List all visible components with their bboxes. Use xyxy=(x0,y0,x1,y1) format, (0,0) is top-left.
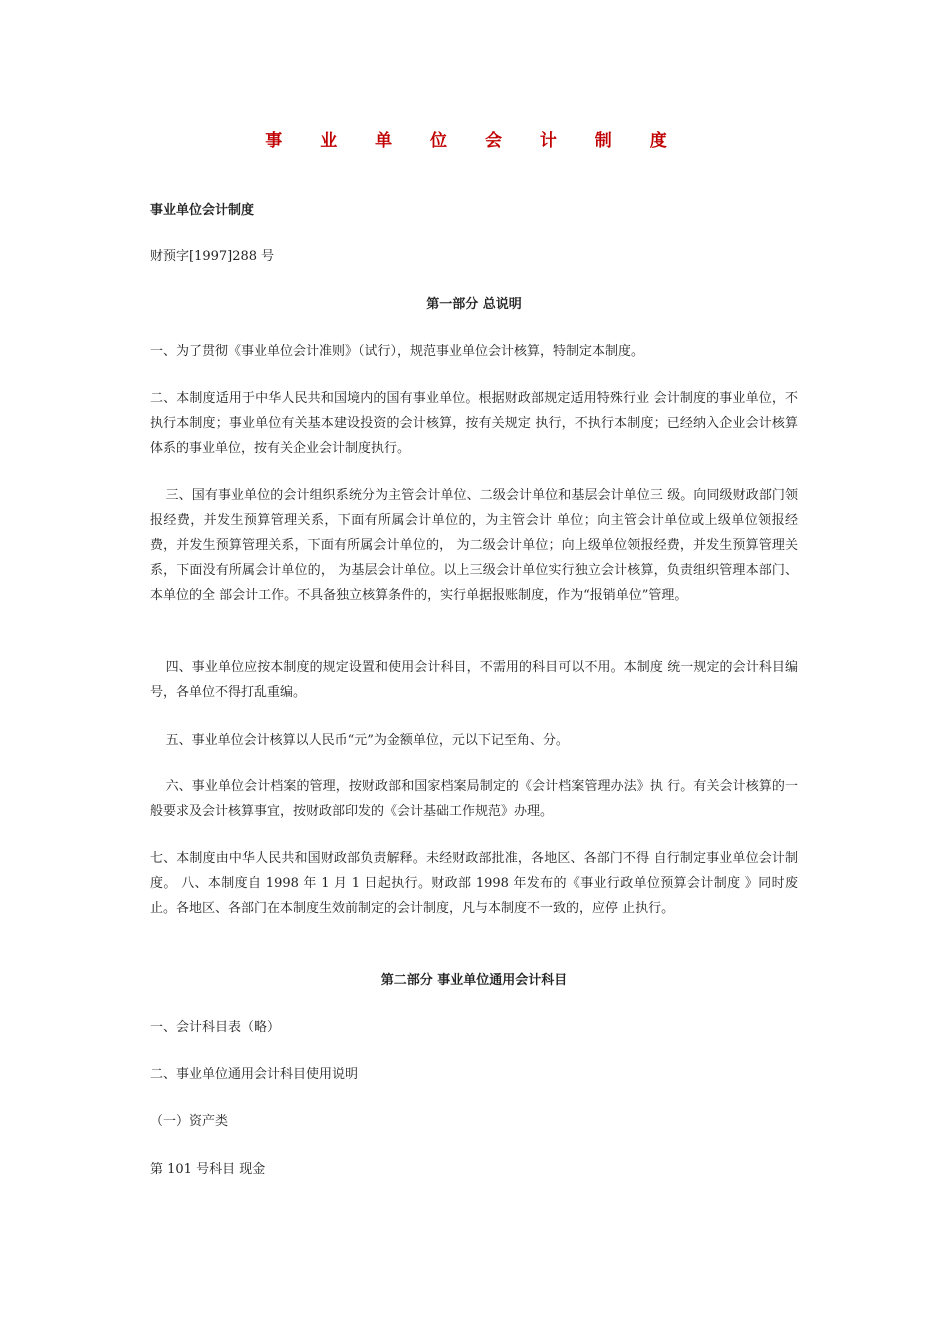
paragraph-1: 一、为了贯彻《事业单位会计准则》（试行），规范事业单位会计核算，特制定本制度。 xyxy=(150,344,645,359)
part2-item-3: （一）资产类 xyxy=(150,1114,229,1129)
document-title: 事 业 单 位 会 计 制 度 xyxy=(265,131,683,151)
part1-heading: 第一部分 总说明 xyxy=(426,297,522,312)
part2-heading: 第二部分 事业单位通用会计科目 xyxy=(380,973,568,988)
paragraph-3: 三、国有事业单位的会计组织系统分为主管会计单位、二级会计单位和基层会计单位三 级。向同级财政部门领报经费，并发生预算管理关系，下面有所属会计单位的，为主管会计 单位；向主管会计单位或上级单位领报经费，并发生预算管理关系，下面有所属会计单位的， 为二级会计单位；向上级单位领报经费，并发生预算管理关系，下面没有所属会计单位的， 为基层会计单位。以上三级会计单位实行独立会计核算，负责组织管理本部门、本单位的全 部会计工作。不具备独立核算条件的，实行单据报账制度，作为“报销单位”管理。 xyxy=(150,488,798,603)
part2-item-2: 二、事业单位通用会计科目使用说明 xyxy=(150,1067,359,1082)
paragraph-2: 二、本制度适用于中华人民共和国境内的国有事业单位。根据财政部规定适用特殊行业 会计制度的事业单位，不执行本制度；事业单位有关基本建设投资的会计核算，按有关规定 执行，不执行本制度；已经纳入企业会计核算体系的事业单位，按有关企业会计制度执行。 xyxy=(150,391,798,456)
part2-item-4: 第 101 号科目 现金 xyxy=(150,1162,266,1177)
paragraph-7: 七、本制度由中华人民共和国财政部负责解释。未经财政部批准，各地区、各部门不得 自行制定事业单位会计制度。 八、本制度自 1998 年 1 月 1 日起执行。财政部 1998 年发布的《事业行政单位预算会计制度 》同时废止。各地区、各部门在本制度生效前制定的会计制度，凡与本制度不一致的，应停 止执行。 xyxy=(150,851,798,916)
document-number: 财预字[1997]288 号 xyxy=(150,249,275,264)
paragraph-4: 四、事业单位应按本制度的规定设置和使用会计科目，不需用的科目可以不用。本制度 统一规定的会计科目编号，各单位不得打乱重编。 xyxy=(150,660,798,700)
paragraph-5: 五、事业单位会计核算以人民币“元”为金额单位，元以下记至角、分。 xyxy=(165,733,569,748)
part2-item-1: 一、会计科目表（略） xyxy=(150,1020,281,1035)
paragraph-6: 六、事业单位会计档案的管理，按财政部和国家档案局制定的《会计档案管理办法》执 行。有关会计核算的一般要求及会计核算事宜，按财政部印发的《会计基础工作规范》办理。 xyxy=(150,779,798,819)
document-subtitle: 事业单位会计制度 xyxy=(150,203,255,218)
